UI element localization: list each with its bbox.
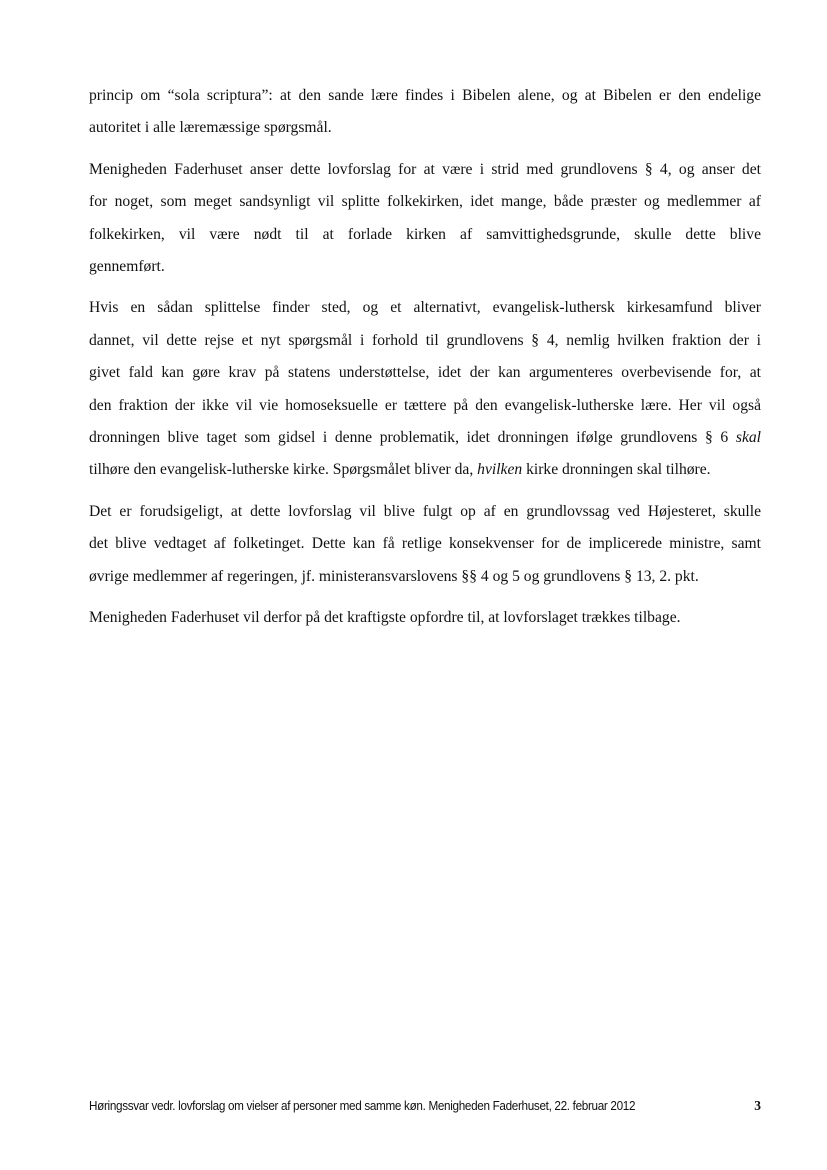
emphasis-hvilken: hvilken [477, 461, 523, 479]
text-line [89, 602, 761, 634]
text-run: tilhøre den evangelisk-lutherske kirke. Spørgsmålet bliver da, [89, 461, 478, 479]
text-run: Det er forudsigeligt, at dette lovforslag vil blive fulgt op af en grundlovssag ved Højesteret, skulle [89, 502, 761, 520]
text-line [89, 154, 761, 186]
text-run: princip om “sola scriptura”: at den sande lære findes i Bibelen alene, og at Bibelen er den endelige [89, 87, 761, 104]
emphasis-skal: skal [735, 429, 761, 447]
text-run: øvrige medlemmer af regeringen, jf. ministeransvarslovens §§ 4 og 5 og grundlovens § 13, 2. pkt. [89, 567, 699, 585]
text-line [89, 390, 761, 422]
text-line [89, 561, 761, 593]
text-run: givet fald kan gøre krav på statens understøttelse, idet der kan argumenteres overbevisende for, at [89, 364, 761, 382]
text-line [89, 219, 761, 251]
paragraph-grundlov-4 [89, 154, 761, 284]
page-footer [89, 1096, 761, 1116]
text-run: autoritet i alle læremæssige spørgsmål. [89, 119, 332, 137]
text-run: gennemført. [89, 258, 165, 276]
paragraph-grundlovssag [89, 496, 761, 593]
text-run: dannet, vil dette rejse et nyt spørgsmål i forhold til grundlovens § 4, nemlig hvilken fraktion der i [89, 331, 761, 349]
text-line [89, 357, 761, 389]
text-run: den fraktion der ikke vil vie homoseksuelle er tættere på den evangelisk-lutherske lære. Her vil også [89, 396, 761, 414]
text-run: folkekirken, vil være nødt til at forlade kirken af samvittighedsgrunde, skulle dette blive [89, 225, 761, 243]
text-run: dronningen blive taget som gidsel i denne problematik, idet dronningen ifølge grundlovens § 6 [89, 429, 736, 447]
paragraph-sola-scriptura [89, 80, 761, 145]
page-number: 3 [754, 1098, 761, 1113]
footer-text: Høringssvar vedr. lovforslag om vielser af personer med samme køn. Menigheden Faderhuset, 22. februar 2012 [89, 1099, 636, 1113]
text-run: det blive vedtaget af folketinget. Dette kan få retlige konsekvenser for de implicerede ministre, samt [89, 535, 761, 553]
text-line [89, 422, 761, 454]
text-line [89, 186, 761, 218]
text-line [89, 112, 761, 144]
text-line [89, 454, 761, 486]
text-run: Menigheden Faderhuset vil derfor på det kraftigste opfordre til, at lovforslaget trækkes tilbage. [89, 609, 681, 627]
text-run: kirke dronningen skal tilhøre. [522, 461, 711, 479]
text-run: Hvis en sådan splittelse finder sted, og et alternativt, evangelisk-luthersk kirkesamfund bliver [89, 299, 761, 317]
text-line [89, 496, 761, 528]
text-line [89, 528, 761, 560]
paragraph-splittelse [89, 292, 761, 486]
text-line [89, 251, 761, 283]
text-line [89, 80, 761, 112]
text-line [89, 292, 761, 324]
paragraph-opfordring [89, 602, 761, 634]
body-text [89, 80, 761, 644]
text-run: Menigheden Faderhuset anser dette lovforslag for at være i strid med grundlovens § 4, og anser det [89, 160, 761, 178]
text-run: for noget, som meget sandsynligt vil splitte folkekirken, idet mange, både præster og medlemmer af [89, 193, 761, 211]
text-line [89, 325, 761, 357]
